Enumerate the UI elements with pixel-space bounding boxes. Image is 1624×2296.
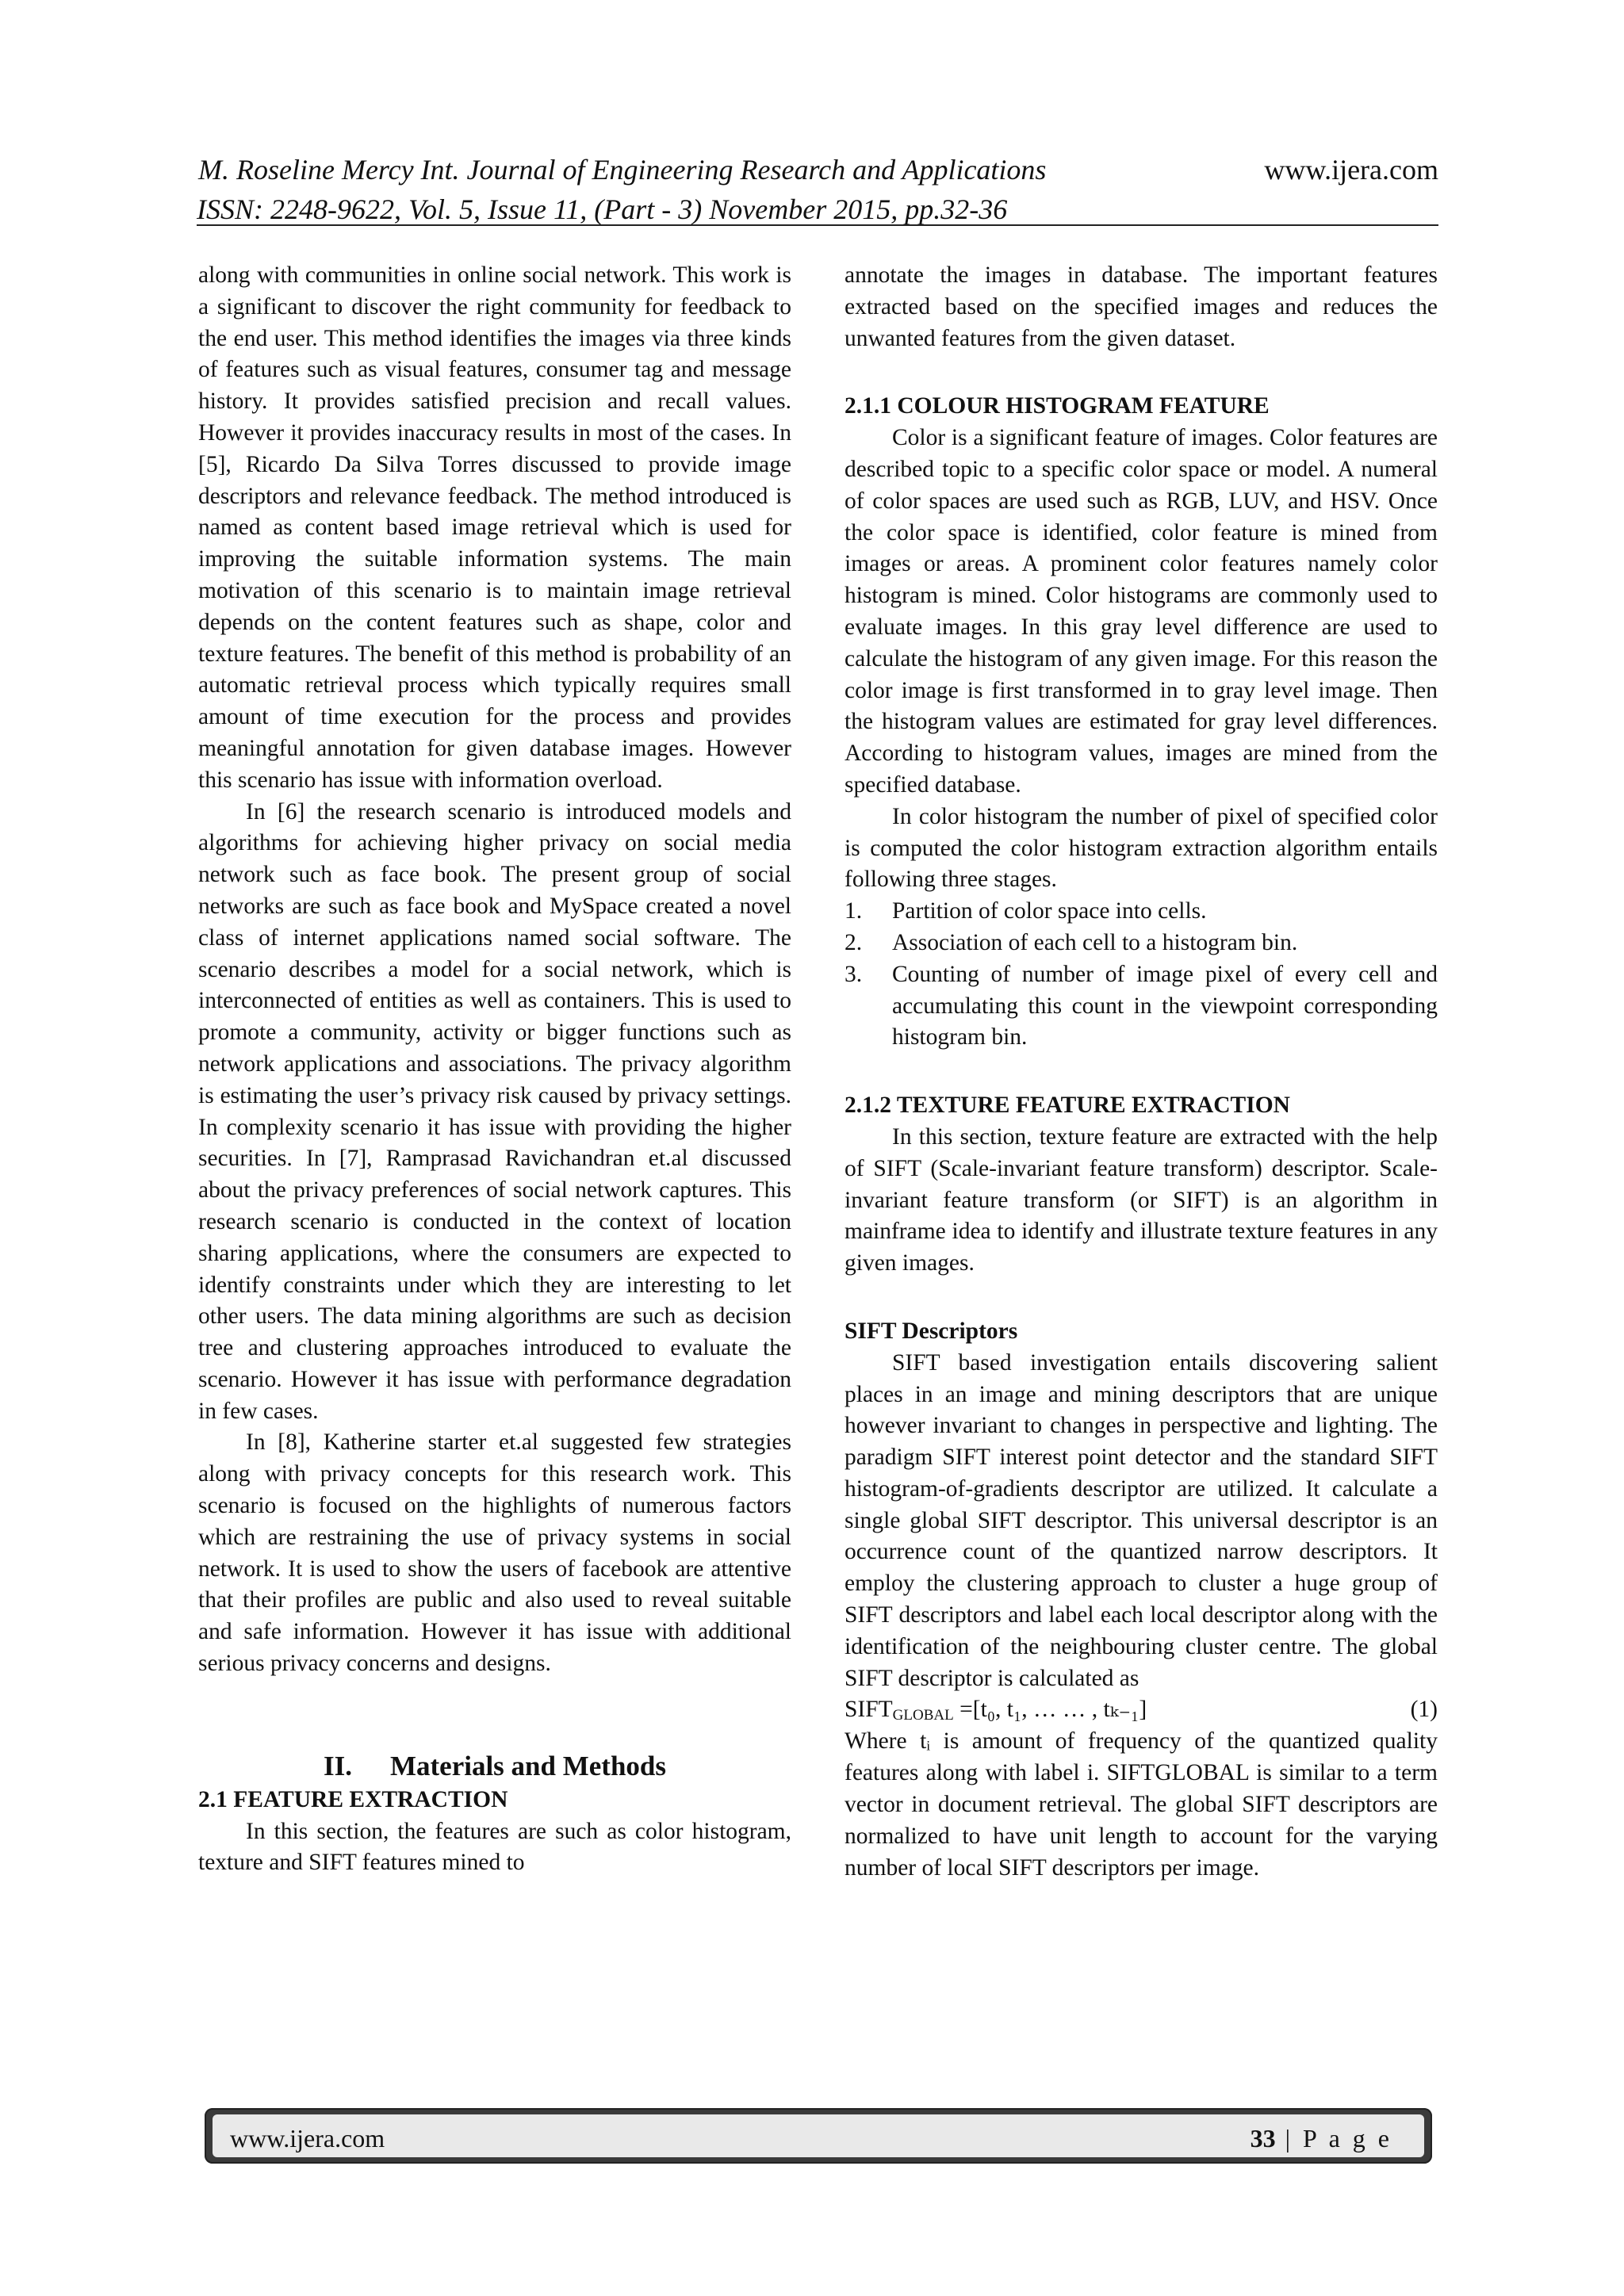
equation [845,1694,1438,1726]
paragraph: In [6] the research scenario is introduced models and algorithms for achieving higher privacy on social media network such as face book. The present group of social networks are such as face book and MySpace created a novel class of internet applications named social software. The scenario describes a model for a social network, which is interconnected of entities as well as containers. This is used to promote a community, activity or bigger functions such as network applications and associations. The privacy algorithm is estimating the user’s privacy risk caused by privacy settings. In complexity scenario it has issue with providing the higher securities. In [7], Ramprasad Ravichandran et.al discussed about the privacy preferences of social network captures. This research scenario is conducted in the context of location sharing applications, where the consumers are expected to identify constraints under which they are interesting to let other users. The data mining algorithms are such as decision tree and clustering approaches introduced to evaluate the scenario. However it has issue with performance degradation in few cases. [198,798,791,1424]
paragraph: In [8], Katherine starter et.al suggested few strategies along with privacy concepts for this research work. This scenario is focused on the highlights of numerous factors which are restraining the use of privacy systems in social network. It is used to show the users of facebook are attentive that their profiles are public and also used to reveal suitable and safe information. However it has issue with additional serious privacy concerns and designs. [198,1429,791,1677]
section-title: Materials and Methods [389,1750,667,1781]
page-number: 33 | P a g e [1250,2124,1392,2152]
paragraph: SIFT based investigation entails discovering salient places in an image and mining descriptors that are unique however invariant to changes in perspective and lighting. The paradigm SIFT interest point detector and the standard SIFT histogram-of-gradients descriptor are utilized. It calculate a single global SIFT descriptor. This universal descriptor is an occurrence count of the quantized narrow descriptors. It employ the clustering approach to cluster a huge group of SIFT descriptors and label each local descriptor along with the identification of the neighbouring cluster centre. The global SIFT descriptor is calculated as [845,1349,1438,1691]
subsection-heading: SIFT Descriptors [845,1318,1018,1344]
spacer [845,354,1438,391]
equation-number: (1) [1410,1697,1438,1723]
left-column [198,260,791,1879]
list-item: 3. Counting of number of image pixel of every cell and accumulating this count in the viewpoint corresponding histogram bin. [845,961,1438,1050]
section-heading [198,1748,791,1785]
spacer [198,1680,791,1748]
spacer [845,1054,1438,1090]
equation-lhs: SIFT [845,1697,893,1723]
equation-rhs: =[t₀, t₁, … … , tₖ₋₁] [953,1697,1147,1723]
page-footer [205,2108,1432,2164]
equation-subscript: GLOBAL [892,1707,954,1724]
paragraph: Color is a significant feature of images. Color features are described topic to a specific color space or model. A numeral of color spaces are used such as RGB, LUV, and HSV. Once the color space is identified, color feature is mined from images or areas. A prominent color features namely color histogram is mined. Color histograms are commonly used to evaluate images. In this gray level difference are used to calculate the histogram of any given image. For this reason the color image is first transformed in to gray level image. Then the histogram values are estimated for gray level differences. According to histogram values, images are mined from the specified database. [845,425,1438,798]
spacer [845,1280,1438,1316]
paragraph: Where tᵢ is amount of frequency of the quantized quality features along with label i. SIFTGLOBAL is similar to a term vector in document retrieval. The global SIFT descriptors are normalized to have unit length to account for the varying number of local SIFT descriptors per image. [845,1728,1438,1881]
list-item: 2. Association of each cell to a histogram bin. [845,929,1298,955]
subsection-heading: 2.1.2 TEXTURE FEATURE EXTRACTION [845,1093,1290,1119]
paragraph: In this section, texture feature are extracted with the help of SIFT (Scale-invariant feature transform) descriptor. Scale-invariant feature transform (or SIFT) is an algorithm in mainframe idea to identify and illustrate texture features in any given images. [845,1123,1438,1276]
journal-citation: M. Roseline Mercy Int. Journal of Engineering Research and Applications [198,154,1047,186]
section-number: II. [323,1750,352,1781]
right-column [845,260,1438,1884]
footer-url[interactable]: www.ijera.com [230,2124,385,2152]
algorithm-steps [845,896,1438,1054]
paragraph: along with communities in online social network. This work is a significant to discover the right community for feedback to the end user. This method identifies the images via three kinds of features such as visual features, consumer tag and message history. It provides satisfied precision and recall values. However it provides inaccuracy results in most of the cases. In [5], Ricardo Da Silva Torres discussed to provide image descriptors and relevance feedback. The method introduced is named as content based image retrieval which is used for improving the suitable information systems. The main motivation of this scenario is to maintain image retrieval depends on the content features such as shape, color and texture features. The benefit of this method is probability of an automatic retrieval process which typically requires small amount of time execution for the process and provides meaningful annotation for given database images. However this scenario has issue with information overload. [198,262,791,793]
paragraph: In color histogram the number of pixel of specified color is computed the color histogram extraction algorithm entails following three stages. [845,803,1438,893]
paragraph: annotate the images in database. The important features extracted based on the specified images and reduces the unwanted features from the given dataset. [845,262,1438,351]
page-header [197,153,1438,226]
journal-website[interactable]: www.ijera.com [1264,154,1438,186]
subsection-heading: 2.1.1 COLOUR HISTOGRAM FEATURE [845,393,1270,419]
paragraph: In this section, the features are such as color histogram, texture and SIFT features mined to [198,1818,791,1876]
header-divider [197,224,1438,226]
list-item: 1. Partition of color space into cells. [845,898,1207,924]
subsection-heading: 2.1 FEATURE EXTRACTION [198,1786,508,1812]
issue-info: ISSN: 2248-9622, Vol. 5, Issue 11, (Part - 3) November 2015, pp.32-36 [197,193,1008,225]
